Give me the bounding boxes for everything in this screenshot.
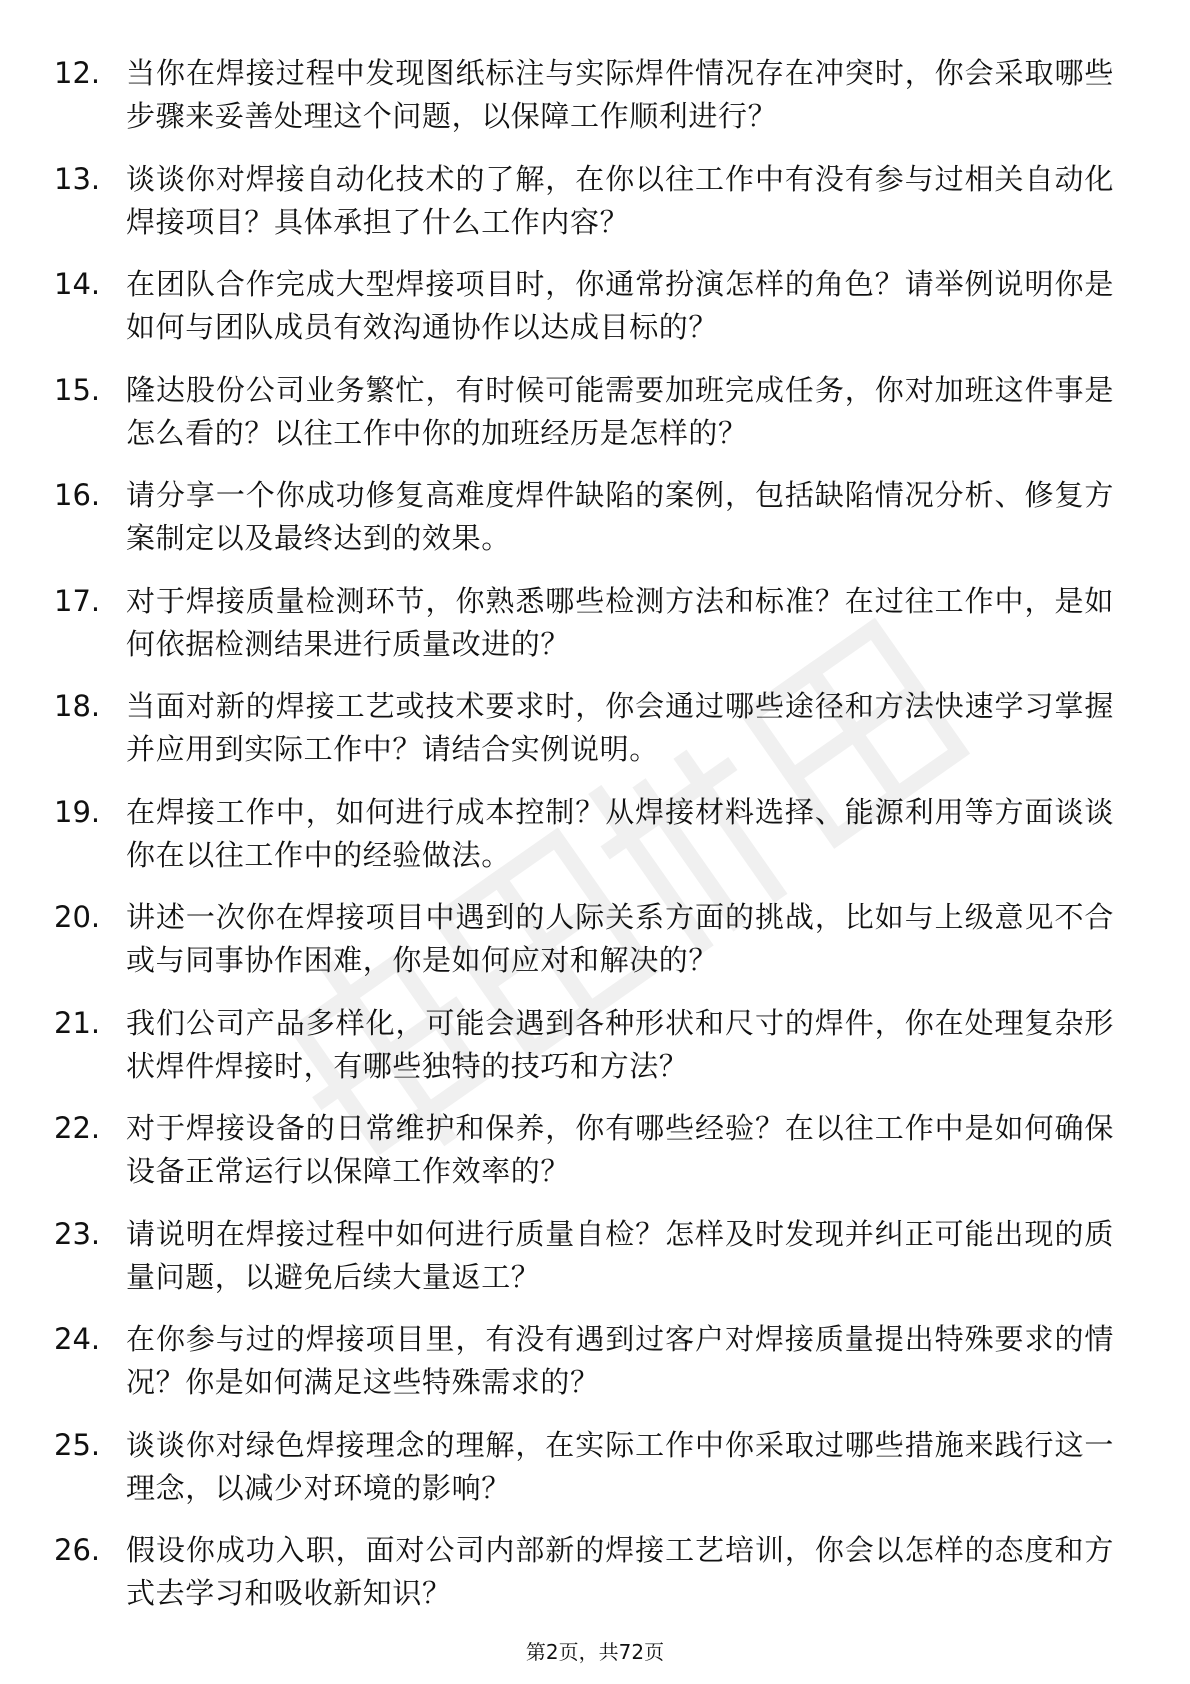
question-item xyxy=(54,52,1114,138)
question-text: 当面对新的焊接工艺或技术要求时，你会通过哪些途径和方法快速学习掌握并应用到实际工作中？请结合实例说明。 xyxy=(126,689,1114,766)
question-number: 19. xyxy=(54,794,101,829)
question-number: 23. xyxy=(54,1216,101,1251)
question-text: 对于焊接质量检测环节，你熟悉哪些检测方法和标准？在过往工作中，是如何依据检测结果进行质量改进的？ xyxy=(126,583,1114,661)
question-text: 请说明在焊接过程中如何进行质量自检？怎样及时发现并纠正可能出现的质量问题，以避免后续大量返工？ xyxy=(126,1216,1114,1294)
question-list xyxy=(54,52,1114,1635)
question-number: 13. xyxy=(54,161,101,196)
question-number: 16. xyxy=(54,478,101,512)
question-text: 对于焊接设备的日常维护和保养，你有哪些经验？在以往工作中是如何确保设备正常运行以保障工作效率的？ xyxy=(126,1111,1114,1188)
question-number: 20. xyxy=(54,900,101,934)
question-item xyxy=(54,685,1114,771)
question-item xyxy=(54,1107,1114,1193)
question-text: 假设你成功入职，面对公司内部新的焊接工艺培训，你会以怎样的态度和方式去学习和吸收新知识？ xyxy=(126,1533,1114,1610)
question-number: 24. xyxy=(54,1322,101,1356)
question-text: 请分享一个你成功修复高难度焊件缺陷的案例，包括缺陷情况分析、修复方案制定以及最终达到的效果。 xyxy=(126,478,1114,555)
question-text: 在焊接工作中，如何进行成本控制？从焊接材料选择、能源利用等方面谈谈你在以往工作中的经验做法。 xyxy=(126,794,1114,872)
question-text: 我们公司产品多样化，可能会遇到各种形状和尺寸的焊件，你在处理复杂形状焊件焊接时，有哪些独特的技巧和方法？ xyxy=(126,1005,1114,1083)
question-number: 26. xyxy=(54,1533,101,1567)
question-number: 14. xyxy=(54,267,101,301)
question-number: 17. xyxy=(54,583,101,618)
question-item xyxy=(54,580,1114,666)
question-text: 在你参与过的焊接项目里，有没有遇到过客户对焊接质量提出特殊要求的情况？你是如何满足这些特殊需求的？ xyxy=(126,1322,1114,1399)
question-number: 22. xyxy=(54,1111,101,1145)
question-number: 21. xyxy=(54,1005,101,1040)
question-item xyxy=(54,263,1114,349)
question-item xyxy=(54,791,1114,877)
question-item xyxy=(54,1213,1114,1299)
question-text: 在团队合作完成大型焊接项目时，你通常扮演怎样的角色？请举例说明你是如何与团队成员有效沟通协作以达成目标的？ xyxy=(126,267,1114,344)
question-item xyxy=(54,1424,1114,1510)
question-item xyxy=(54,474,1114,560)
question-item xyxy=(54,369,1114,455)
page-footer: 第2页，共72页 xyxy=(525,1640,665,1664)
question-number: 18. xyxy=(54,689,101,723)
question-item xyxy=(54,1318,1114,1404)
question-text: 当你在焊接过程中发现图纸标注与实际焊件情况存在冲突时，你会采取哪些步骤来妥善处理这个问题，以保障工作顺利进行？ xyxy=(126,56,1114,133)
question-text: 讲述一次你在焊接项目中遇到的人际关系方面的挑战，比如与上级意见不合或与同事协作困难，你是如何应对和解决的？ xyxy=(126,900,1114,977)
question-number: 15. xyxy=(54,372,101,407)
question-item xyxy=(54,896,1114,982)
question-number: 25. xyxy=(54,1427,101,1462)
question-text: 隆达股份公司业务繁忙，有时候可能需要加班完成任务，你对加班这件事是怎么看的？以往工作中你的加班经历是怎样的？ xyxy=(126,372,1114,450)
question-text: 谈谈你对焊接自动化技术的了解，在你以往工作中有没有参与过相关自动化焊接项目？具体承担了什么工作内容？ xyxy=(126,161,1114,239)
question-item xyxy=(54,158,1114,244)
question-text: 谈谈你对绿色焊接理念的理解，在实际工作中你采取过哪些措施来践行这一理念，以减少对环境的影响？ xyxy=(126,1427,1114,1505)
question-number: 12. xyxy=(54,56,101,90)
question-item xyxy=(54,1002,1114,1088)
question-item xyxy=(54,1529,1114,1615)
